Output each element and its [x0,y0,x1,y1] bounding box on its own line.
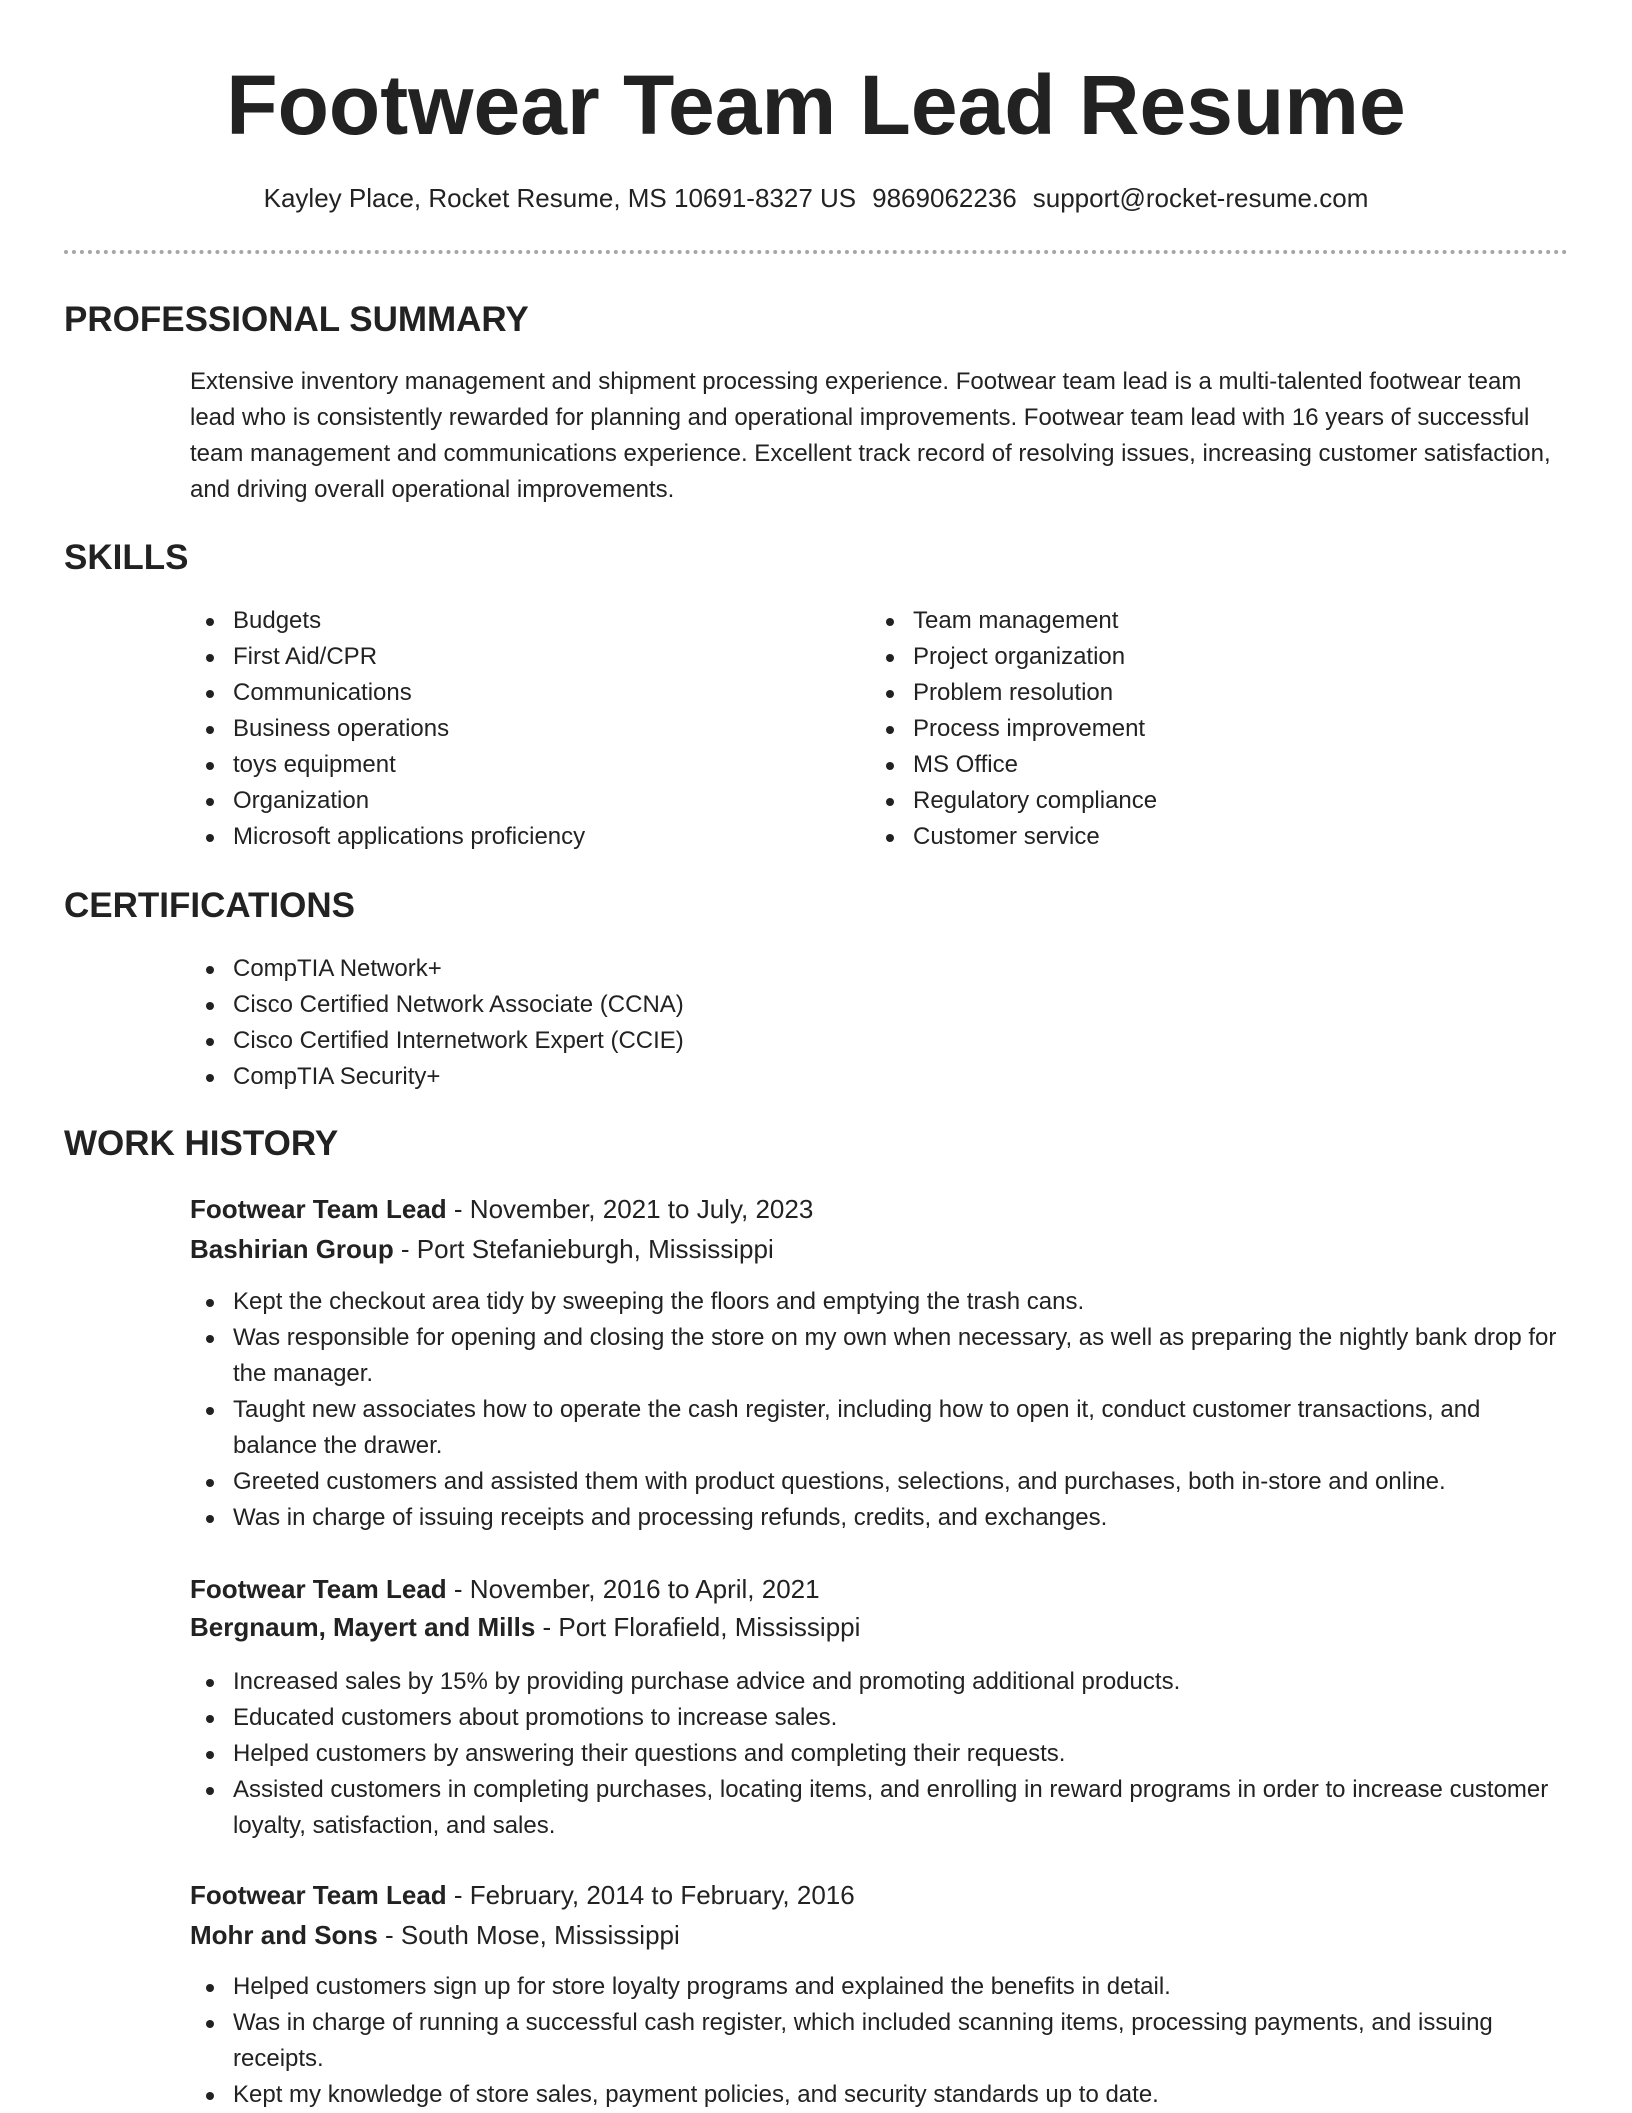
job-title: Footwear Team Lead [190,1194,447,1224]
contact-line [0,180,1632,216]
job-company-line [190,1230,774,1268]
list-item: CompTIA Security+ [190,1059,1490,1095]
list-item: MS Office [870,747,1490,783]
summary-heading: PROFESSIONAL SUMMARY [64,300,529,339]
job-bullets [190,1664,1570,1844]
job-dates: - February, 2014 to February, 2016 [446,1880,855,1910]
list-item: Kept the checkout area tidy by sweeping the floors and emptying the trash cans. [190,1284,1570,1320]
list-item: Assisted customers in completing purchases, locating items, and enrolling in reward programs in order to increase customer loyalty, satisfaction, and sales. [190,1772,1570,1844]
job-title: Footwear Team Lead [190,1574,447,1604]
job-bullets [190,1284,1570,1536]
job-title: Footwear Team Lead [190,1880,447,1910]
list-item: Business operations [190,711,810,747]
list-item: Team management [870,603,1490,639]
header-divider [64,250,1568,254]
list-item: Was responsible for opening and closing the store on my own when necessary, as well as preparing the nightly bank drop for the manager. [190,1320,1570,1392]
list-item: Microsoft applications proficiency [190,819,810,855]
job-company: Mohr and Sons [190,1920,378,1950]
certifications-heading: CERTIFICATIONS [64,886,356,925]
job-title-line [190,1876,855,1914]
job-dates: - November, 2021 to July, 2023 [446,1194,814,1224]
job-company-line [190,1916,680,1954]
contact-email[interactable]: support@rocket-resume.com [1032,183,1369,213]
list-item: Organization [190,783,810,819]
work-history-heading: WORK HISTORY [64,1124,339,1163]
contact-phone: 9869062236 [872,183,1017,213]
list-item: First Aid/CPR [190,639,810,675]
resume-title: Footwear Team Lead Resume [226,58,1406,152]
job-location: - Port Florafield, Mississippi [535,1612,861,1642]
list-item: Cisco Certified Network Associate (CCNA) [190,987,1490,1023]
job-company: Bashirian Group [190,1234,394,1264]
list-item: Taught new associates how to operate the cash register, including how to open it, conduct customer transactions, and balance the drawer. [190,1392,1570,1464]
list-item: Kept my knowledge of store sales, payment policies, and security standards up to date. [190,2077,1570,2113]
summary-text: Extensive inventory management and shipment processing experience. Footwear team lead is a multi-talented footwear team lead who is consistently rewarded for planning and operational improvements. Footwear team lead with 16 years of successful team management and communications experience. Excellent track record of resolving issues, increasing customer satisfaction, and driving overall operational improvements. [190,368,1551,503]
list-item: Customer service [870,819,1490,855]
job-title-line [190,1190,813,1228]
list-item: Educated customers about promotions to increase sales. [190,1700,1570,1736]
skills-heading: SKILLS [64,538,189,577]
list-item: toys equipment [190,747,810,783]
job-location: - South Mose, Mississippi [377,1920,680,1950]
list-item: Was in charge of running a successful cash register, which included scanning items, processing payments, and issuing receipts. [190,2005,1570,2077]
job-title-line [190,1570,820,1608]
list-item: Helped customers sign up for store loyalty programs and explained the benefits in detail. [190,1969,1570,2005]
list-item: Project organization [870,639,1490,675]
list-item: Greeted customers and assisted them with product questions, selections, and purchases, both in-store and online. [190,1464,1570,1500]
list-item: Was in charge of issuing receipts and processing refunds, credits, and exchanges. [190,1500,1570,1536]
list-item: Communications [190,675,810,711]
list-item: Process improvement [870,711,1490,747]
list-item: Regulatory compliance [870,783,1490,819]
list-item: Budgets [190,603,810,639]
list-item: Increased sales by 15% by providing purchase advice and promoting additional products. [190,1664,1570,1700]
job-company-line [190,1608,860,1646]
job-company: Bergnaum, Mayert and Mills [190,1612,536,1642]
skills-list-right [870,603,1490,855]
list-item: Helped customers by answering their questions and completing their requests. [190,1736,1570,1772]
contact-address: Kayley Place, Rocket Resume, MS 10691-8327 US [263,183,857,213]
job-dates: - November, 2016 to April, 2021 [446,1574,820,1604]
list-item: CompTIA Network+ [190,951,1490,987]
job-bullets [190,1969,1570,2113]
skills-list-left [190,603,810,855]
certifications-list [190,951,1490,1095]
list-item: Cisco Certified Internetwork Expert (CCIE) [190,1023,1490,1059]
list-item: Problem resolution [870,675,1490,711]
job-location: - Port Stefanieburgh, Mississippi [393,1234,774,1264]
